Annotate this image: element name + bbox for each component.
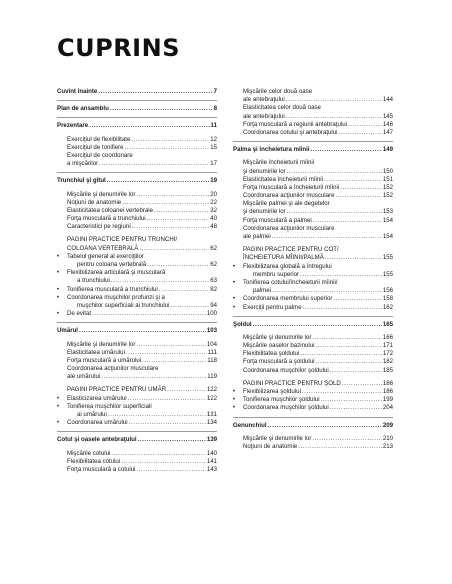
toc-bullet-entry (233, 304, 393, 312)
toc-entry-continued (57, 365, 217, 373)
toc-bullet-entry (57, 310, 217, 318)
dot-leader (129, 419, 206, 427)
dot-leader (312, 435, 381, 443)
page-number: 213 (382, 442, 393, 450)
dot-leader (286, 96, 382, 104)
dot-leader (333, 295, 381, 303)
toc-chapter (57, 105, 217, 113)
toc-label: Coordonarea cotului şi antebraţului (243, 128, 338, 136)
toc-label: pentru coloana vertebrală (77, 261, 147, 268)
page-number: 104 (206, 340, 217, 348)
toc-entry (57, 144, 217, 152)
page-number: 62 (210, 261, 217, 268)
toc-label: • Elasticizarea umărului (67, 394, 127, 402)
toc-chapter (57, 177, 217, 185)
dot-leader (303, 304, 382, 312)
toc-label: Cuvînt înainte (57, 88, 98, 95)
toc-label: Cotul şi oasele antebraţului (57, 436, 137, 444)
dot-leader (340, 184, 382, 192)
page-number: 11 (210, 122, 217, 130)
toc-label: PAGINI PRACTICE PENTRU UMĂR (67, 386, 167, 394)
dot-leader (315, 358, 381, 366)
toc-label: Tonifierea muşchilor superficiali (67, 402, 152, 410)
toc-label: PAGINI PRACTICE PENTRU TRUNCHI/ (67, 236, 178, 244)
toc-label: Forţa musculară a cotului (67, 465, 136, 473)
page-number: 143 (206, 465, 217, 473)
toc-label: Mişcările încheieturii mîinii (243, 159, 315, 167)
toc-label: Mişcările celor două oase (243, 88, 313, 95)
page-number: 139 (206, 436, 217, 444)
toc-entry-continued (233, 104, 393, 112)
toc-label: membru superior (253, 270, 300, 278)
toc-entry (57, 458, 217, 466)
page-number: 182 (382, 358, 393, 366)
toc-bullet-entry (57, 395, 217, 403)
toc-label: ÎNCHEIETURA MÎINII/PALMĂ (243, 254, 324, 262)
toc-label: Mişcările şi denumirile lor (243, 434, 312, 442)
toc-entry (57, 341, 217, 349)
toc-entry (57, 349, 217, 357)
toc-entry (233, 192, 393, 200)
page-number: 20 (210, 190, 217, 198)
page-number: 209 (382, 421, 393, 429)
section-divider (57, 172, 217, 173)
toc-bullet-entry (233, 295, 393, 303)
dot-leader (121, 458, 206, 466)
page-number: 210 (382, 434, 393, 442)
dot-leader (313, 217, 382, 225)
dot-leader (325, 254, 382, 262)
toc-bullet-entry (57, 419, 217, 427)
toc-bullet-entry (57, 286, 217, 294)
toc-entry (233, 443, 393, 451)
toc-entry (233, 217, 393, 225)
toc-label: Umărul (57, 327, 78, 335)
section-divider (57, 100, 217, 101)
page-number: 22 (210, 198, 217, 206)
toc-label: Flexibilizarea articulară şi musculară (67, 269, 166, 277)
toc-practice-heading (233, 254, 393, 262)
page-number: 118 (207, 356, 217, 364)
toc-label: Forţa musculară a trunchiului (67, 215, 146, 223)
toc-entry-continued (57, 411, 217, 419)
page-number: 166 (382, 333, 393, 341)
toc-label: Coordonarea acţiunilor musculare (243, 224, 335, 232)
dot-leader (126, 349, 207, 357)
toc-label: Coordonarea acţiunilor musculare (67, 365, 159, 373)
dot-leader (286, 113, 382, 121)
dot-leader (131, 136, 209, 144)
dot-leader (315, 342, 381, 350)
dot-leader (101, 373, 206, 381)
toc-entry (57, 450, 217, 458)
toc-entry (233, 113, 393, 121)
page-number: 94 (210, 301, 217, 309)
toc-practice-heading (57, 236, 217, 244)
toc-label: a mişcărilor (67, 160, 99, 168)
toc-entry-continued (57, 261, 217, 269)
dot-leader (324, 176, 382, 184)
toc-entry (233, 342, 393, 350)
toc-entry (233, 168, 393, 176)
section-divider (233, 141, 393, 142)
dot-leader (268, 422, 382, 430)
toc-chapter (233, 146, 393, 154)
dot-leader (287, 208, 382, 216)
dot-leader (110, 105, 213, 113)
page-number: 122 (206, 386, 217, 394)
toc-label: • Coordonarea muşchilor şoldului (243, 404, 329, 412)
toc-label: palmei (253, 287, 271, 295)
toc-entry (233, 208, 393, 216)
dot-leader (139, 245, 209, 253)
dot-leader (170, 302, 209, 310)
toc-label: Exerciţiul de flexibilitate (67, 135, 131, 143)
toc-label: ai umărului (77, 411, 107, 418)
toc-label: Noţiuni de anatomie (243, 442, 298, 450)
page-title: CUPRINS (57, 34, 180, 62)
section-divider (233, 316, 393, 317)
toc-entry (233, 334, 393, 342)
dot-leader (154, 207, 209, 215)
dot-leader (311, 146, 382, 154)
dot-leader (111, 277, 209, 285)
dot-leader (300, 350, 382, 358)
toc-entry (57, 199, 217, 207)
dot-leader (89, 122, 209, 130)
dot-leader (79, 327, 206, 335)
page-number: 165 (382, 320, 393, 328)
page-number: 155 (382, 270, 393, 278)
dot-leader (300, 271, 382, 279)
toc-entry (233, 358, 393, 366)
toc-bullet-entry (233, 404, 393, 412)
toc-entry (233, 96, 393, 104)
toc-bullet-entry (57, 294, 217, 302)
dot-leader (147, 215, 210, 223)
page-number: 186 (382, 388, 393, 395)
toc-entry (57, 373, 217, 381)
page-number: 171 (382, 342, 393, 350)
toc-entry (57, 357, 217, 365)
dot-leader (312, 334, 381, 342)
dot-leader (298, 443, 382, 451)
toc-label: ale antebraţului (243, 96, 285, 104)
toc-label: Mişcările şi denumirile lor (67, 340, 136, 348)
toc-label: Flexibilitatea şoldului (243, 350, 300, 358)
toc-label: Coordonarea acţiunilor musculare (243, 192, 335, 200)
toc-label: Elasticitatea coloanei vertebrale (67, 206, 154, 214)
page-number: 17 (210, 160, 217, 168)
toc-chapter (57, 327, 217, 335)
toc-label: Mişcările palmei şi ale degetelor (243, 200, 330, 208)
toc-entry-continued (57, 302, 217, 310)
toc-chapter (57, 88, 217, 96)
page-number: 8 (213, 105, 217, 113)
page-number: 147 (382, 128, 393, 136)
toc-label: Coordonarea muşchilor profunzi şi a (67, 293, 165, 301)
page-number: 111 (207, 348, 217, 356)
page-number: 134 (206, 419, 217, 427)
toc-entry-continued (57, 277, 217, 285)
toc-label: • Coordonarea membrului superior (243, 295, 333, 303)
toc-label: Prezentare (57, 122, 89, 130)
page-number: 149 (382, 146, 393, 154)
toc-label: Genunchiul (233, 421, 267, 429)
page-number: 153 (382, 208, 393, 216)
toc-label: Trunchiul şi gîtul (57, 177, 106, 185)
toc-label: Mişcările cotului (67, 449, 111, 457)
dot-leader (125, 144, 210, 152)
toc-label: Noţiuni de anatomie (67, 198, 122, 206)
page-number: 145 (382, 112, 393, 120)
page-number: 12 (210, 135, 217, 143)
page-number: 146 (382, 120, 393, 128)
toc-label: • De evitat (67, 310, 92, 318)
toc-label: Palma şi încheietura mîinii (233, 146, 310, 154)
toc-label: Mişcările şi denumirile lor (67, 190, 136, 198)
toc-label: Forţa musculară a umărului (67, 356, 142, 364)
dot-leader (287, 168, 382, 176)
dot-leader (348, 121, 382, 129)
toc-label: ale palmei (243, 233, 271, 240)
toc-practice-heading (233, 246, 393, 254)
toc-label: Forţa musculară a şoldului (243, 358, 315, 366)
page-number: 150 (382, 167, 393, 175)
toc-column-left (57, 88, 217, 474)
toc-label: Mişcările oaselor bazinului (243, 342, 315, 350)
dot-leader (111, 450, 205, 458)
page-number: 152 (382, 192, 393, 200)
toc-entry-continued (57, 152, 217, 160)
toc-entry (233, 121, 393, 129)
page-number: 199 (382, 396, 393, 404)
toc-label: a trunchiului (77, 277, 110, 285)
page-number: 156 (382, 287, 393, 295)
dot-leader (99, 160, 209, 168)
dot-leader (138, 436, 206, 444)
toc-label: Forţa musculară a palmei (243, 216, 312, 224)
toc-label: Flexibilitatea cotului (67, 457, 121, 465)
toc-label: Tabelul general al exerciţiilor (67, 252, 144, 260)
page-number: 152 (382, 183, 393, 191)
toc-entry (57, 466, 217, 474)
page-number: 122 (206, 394, 217, 402)
page-number: 32 (210, 206, 217, 214)
toc-label: şi denumirile lor (243, 208, 286, 216)
toc-label: muşchilor superficiali ai trunchiului (77, 301, 170, 309)
toc-bullet-entry (233, 263, 393, 271)
dot-leader (335, 192, 381, 200)
toc-bullet-entry (233, 279, 393, 287)
dot-leader (330, 367, 382, 375)
toc-entry (57, 223, 217, 231)
toc-label: • Exerciţii pentru palme (243, 303, 302, 311)
dot-leader (122, 199, 209, 207)
toc-chapter (57, 436, 217, 444)
page-number: 40 (210, 215, 217, 223)
dot-leader (128, 395, 206, 403)
toc-label: • Flexibilizarea şoldului (243, 388, 301, 395)
dot-leader (272, 287, 382, 295)
dot-leader (330, 404, 382, 412)
page-number: 186 (382, 379, 393, 387)
toc-label: • Tonifierea musculară a trunchiului (67, 285, 158, 293)
toc-label: PAGINI PRACTICE PENTRU ŞOLD (243, 379, 341, 387)
toc-bullet-entry (233, 388, 393, 396)
page-number: 100 (206, 310, 217, 318)
page-number: 162 (382, 303, 393, 311)
dot-leader (339, 129, 382, 137)
toc-label: Exerciţiul de coordonare (67, 151, 133, 159)
page-number: 63 (210, 277, 217, 285)
toc-practice-heading (57, 386, 217, 394)
toc-practice-heading (57, 245, 217, 253)
toc-chapter (57, 122, 217, 130)
page-number: 144 (382, 96, 393, 104)
page-number: 131 (206, 411, 217, 418)
toc-entry (233, 129, 393, 137)
page-number: 151 (382, 175, 393, 183)
toc-label: ale antebraţului (243, 112, 285, 120)
toc-label: Elasticitatea umărului (67, 348, 125, 356)
dot-leader (321, 396, 382, 404)
toc-entry (233, 367, 393, 375)
toc-label: Şoldul (233, 320, 252, 328)
toc-entry-continued (233, 200, 393, 208)
toc-chapter (233, 321, 393, 329)
dot-leader (142, 357, 206, 365)
toc-entry-continued (233, 271, 393, 279)
dot-leader (98, 88, 212, 96)
toc-label: Coordonarea muşchilor şoldului (243, 366, 329, 374)
dot-leader (147, 261, 209, 269)
section-divider (57, 117, 217, 118)
toc-column-right (233, 88, 393, 451)
toc-bullet-entry (57, 253, 217, 261)
dot-leader (136, 191, 209, 199)
toc-label: şi denumirile lor (243, 167, 286, 175)
section-divider (57, 322, 217, 323)
section-divider (233, 417, 393, 418)
toc-label: COLOANA VERTEBRALĂ (67, 244, 139, 252)
toc-entry (233, 435, 393, 443)
page-number: 103 (206, 327, 217, 335)
toc-label: Exerciţiul de tonifiere (67, 143, 124, 151)
page-number: 141 (206, 457, 217, 465)
toc-label: Elasticitatea încheieturii mîinii (243, 175, 323, 183)
dot-leader (302, 388, 382, 396)
page-number: 119 (207, 373, 217, 381)
toc-bullet-entry (233, 396, 393, 404)
dot-leader (136, 341, 205, 349)
toc-label: Caracteristici pe regiuni (67, 223, 131, 231)
page-number: 185 (382, 366, 393, 374)
toc-entry (233, 184, 393, 192)
page-number: 154 (382, 233, 393, 240)
page-number: 155 (382, 254, 393, 262)
dot-leader (108, 411, 206, 419)
dot-leader (159, 286, 209, 294)
toc-label: Plan de ansamblu (57, 105, 109, 113)
toc-entry (233, 350, 393, 358)
toc-entry-continued (233, 159, 393, 167)
toc-entry-continued (233, 225, 393, 233)
dot-leader (107, 177, 209, 185)
dot-leader (92, 310, 206, 318)
toc-label: • Coordonarea umărului (67, 419, 128, 427)
toc-bullet-entry (57, 403, 217, 411)
toc-entry (57, 207, 217, 215)
toc-bullet-entry (57, 269, 217, 277)
dot-leader (272, 233, 382, 241)
page-number: 140 (206, 449, 217, 457)
toc-entry (233, 233, 393, 241)
toc-chapter (233, 422, 393, 430)
toc-label: Forţa musculară a regiunii antebraţului (243, 120, 347, 128)
toc-entry-continued (233, 88, 393, 96)
dot-leader (253, 321, 382, 329)
section-divider (57, 431, 217, 432)
dot-leader (167, 386, 206, 394)
dot-leader (132, 223, 210, 231)
toc-label: Mişcările şi denumirile lor (243, 333, 312, 341)
page-number: 172 (382, 350, 393, 358)
toc-label: Forţa musculară a încheieturii mîinii (243, 183, 340, 191)
page-number: 82 (210, 285, 217, 293)
dot-leader (342, 380, 382, 388)
toc-label: ale umărului (67, 373, 101, 381)
toc-practice-heading (233, 380, 393, 388)
page-number: 15 (210, 143, 217, 151)
toc-entry (57, 215, 217, 223)
page-number: 158 (382, 295, 393, 303)
page-number: 204 (382, 404, 393, 412)
toc-entry (57, 191, 217, 199)
toc-label: PAGINI PRACTICE PENTRU COT/ (243, 246, 339, 254)
toc-entry-continued (233, 287, 393, 295)
page-number: 48 (210, 223, 217, 231)
page-number: 19 (210, 177, 217, 185)
page-number: 154 (382, 216, 393, 224)
page-number: 7 (213, 88, 217, 95)
toc-entry (57, 136, 217, 144)
toc-label: Tonifierea cotului/încheieturii mîinii/ (243, 278, 338, 286)
toc-label: Flexibilizarea globală a întregului (243, 262, 332, 270)
page-number: 62 (210, 244, 217, 252)
toc-label: Elasticitatea celor două oase (243, 104, 321, 112)
toc-entry (57, 160, 217, 168)
dot-leader (136, 466, 205, 474)
toc-entry (233, 176, 393, 184)
toc-label: • Tonifierea muşchilor şoldului (243, 396, 320, 404)
